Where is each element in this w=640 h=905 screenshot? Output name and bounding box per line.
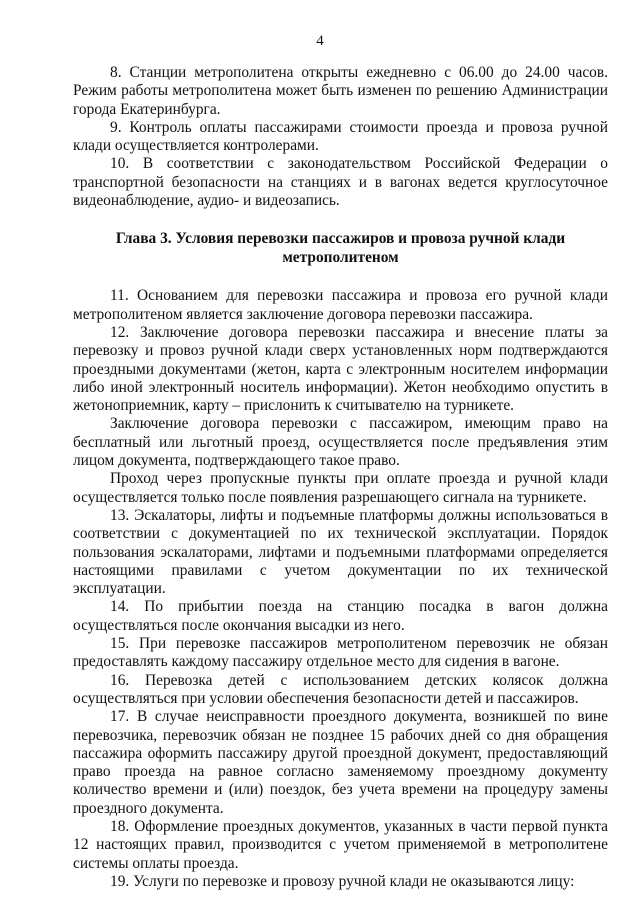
page-number: 4 — [316, 33, 324, 49]
paragraph-17: 17. В случае неисправности проездного документа, возникшей по вине перевозчика, перевозчик обязан не позднее 15 рабочих дней со дня обращения пассажира оформить пассажиру другой проездной документ, предоставляющий право проезда на равное согласно заменяемому проездному документу количество времени и (или) поездок, без учета времени на процедуру замены проездного документа. — [73, 708, 608, 817]
paragraph-12: 12. Заключение договора перевозки пассажира и внесение платы за перевозку и провоз ручной клади сверх установленных норм подтверждаются проездными документами (жетон, карта с электронным носителем информации либо иной электронный носитель информации). Жетон необходимо опустить в жетоноприемник, карту – прислонить к считывателю на турникете. — [73, 323, 608, 415]
paragraph-19: 19. Услуги по перевозке и провозу ручной клади не оказываются лицу: — [110, 872, 575, 890]
paragraph-11: 11. Основанием для перевозки пассажира и провоза его ручной клади метрополитеном является заключение договора перевозки пассажира. — [73, 287, 608, 323]
chapter-heading: Глава 3. Условия перевозки пассажиров и провоза ручной клади метрополитеном — [115, 230, 566, 266]
paragraph-9: 9. Контроль оплаты пассажирами стоимости проезда и провоза ручной клади осуществляется контролерами. — [73, 118, 608, 155]
paragraph-13: 13. Эскалаторы, лифты и подъемные платформы должны использоваться в соответствии с документацией по их технической эксплуатации. Порядок пользования эскалаторами, лифтами и подъемными платформами определяется настоящими правилами с учетом документации по их технической эксплуатации. — [73, 506, 608, 598]
paragraph-16: 16. Перевозка детей с использованием детских колясок должна осуществляться при условии обеспечения безопасности детей и пассажиров. — [73, 671, 608, 707]
paragraph-10: 10. В соответствии с законодательством Российской Федерации о транспортной безопасности на станциях и в вагонах ведется круглосуточное видеонаблюдение, аудио- и видеозапись. — [73, 155, 608, 210]
paragraph-8: 8. Станции метрополитена открыты ежедневно с 06.00 до 24.00 часов. Режим работы метрополитена может быть изменен по решению Администрации города Екатеринбурга. — [73, 64, 608, 118]
paragraph-15: 15. При перевозке пассажиров метрополитеном перевозчик не обязан предоставлять каждому пассажиру отдельное место для сидения в вагоне. — [73, 635, 608, 671]
paragraph-12-turnstile: Проход через пропускные пункты при оплате проезда и ручной клади осуществляется только после появления разрешающего сигнала на турникете. — [73, 470, 608, 506]
paragraph-14: 14. По прибытии поезда на станцию посадка в вагон должна осуществляться после окончания высадки из него. — [73, 598, 608, 634]
document-body — [73, 64, 608, 891]
paragraph-12-preferential: Заключение договора перевозки с пассажиром, имеющим право на бесплатный или льготный проезд, осуществляется после предъявления этим лицом документа, подтверждающего такое право. — [73, 415, 608, 470]
paragraph-18: 18. Оформление проездных документов, указанных в части первой пункта 12 настоящих правил, производится с учетом применяемой в метрополитене системы оплаты проезда. — [73, 817, 608, 872]
